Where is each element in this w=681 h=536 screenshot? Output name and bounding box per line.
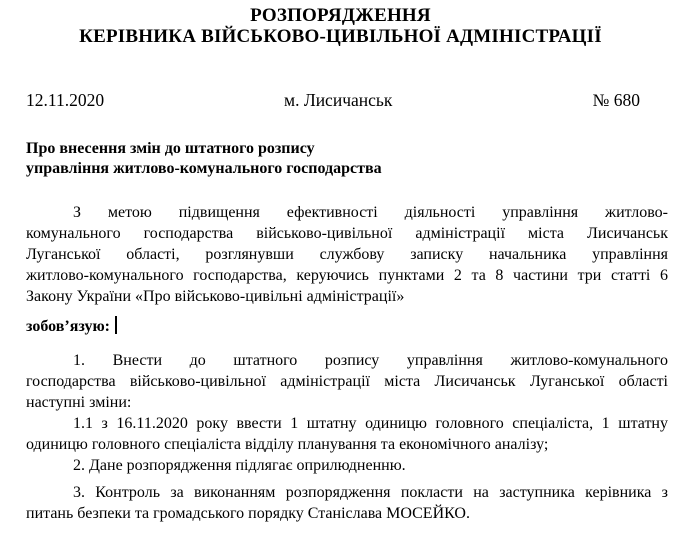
order-word[interactable] — [26, 316, 117, 336]
subject-line-2: управління житлово-комунального господарства — [26, 160, 382, 177]
document-meta-row — [26, 89, 640, 111]
item-1-1-paragraph — [26, 413, 668, 455]
document-date: 12.11.2020 — [26, 90, 105, 110]
preamble-line: комунального господарства військово-цивільної адміністрації міста Лисичанськ — [26, 225, 668, 242]
item-3-line: 3. Контроль за виконанням розпорядження покласти на заступника керівника з — [73, 484, 668, 501]
order-word-text: зобов’язую: — [26, 318, 110, 335]
preamble-line: Закону України «Про військово-цивільні адміністрації» — [26, 288, 405, 305]
item-1-1-line: одиницю головного спеціаліста відділу планування та економічного аналізу; — [26, 436, 549, 453]
document-title: РОЗПОРЯДЖЕННЯ — [250, 5, 431, 26]
document-city: м. Лисичанськ — [284, 90, 393, 110]
item-1-line: 1. Внести до штатного розпису управління житлово-комунального — [73, 352, 668, 369]
document-issuer: КЕРІВНИКА ВІЙСЬКОВО-ЦИВІЛЬНОЇ АДМІНІСТРАЦІЇ — [79, 26, 602, 47]
item-1-1-line: 1.1 з 16.11.2020 року ввести 1 штатну одиницю головного спеціаліста, 1 штатну — [73, 415, 668, 432]
preamble-paragraph — [26, 202, 668, 307]
preamble-line: Луганської області, розглянувши службову записку начальника управління — [26, 246, 668, 263]
text-cursor — [115, 316, 117, 334]
item-1-paragraph — [26, 350, 668, 413]
document-number: № 680 — [592, 90, 640, 110]
item-3-line: питань безпеки та громадського порядку Станіслава МОСЕЙКО. — [26, 505, 470, 522]
item-2-paragraph: 2. Дане розпорядження підлягає оприлюдненню. — [73, 457, 406, 474]
preamble-line: житлово-комунального господарства, керуючись пунктами 2 та 8 частини три статті 6 — [26, 267, 668, 284]
item-3-paragraph — [26, 482, 668, 524]
item-1-line: наступні зміни: — [26, 394, 132, 411]
item-1-line: господарства військово-цивільної адміністрації міста Лисичанськ Луганської області — [26, 373, 668, 390]
subject-line-1: Про внесення змін до штатного розпису — [26, 140, 315, 157]
preamble-line: З метою підвищення ефективності діяльності управління житлово- — [73, 204, 668, 221]
